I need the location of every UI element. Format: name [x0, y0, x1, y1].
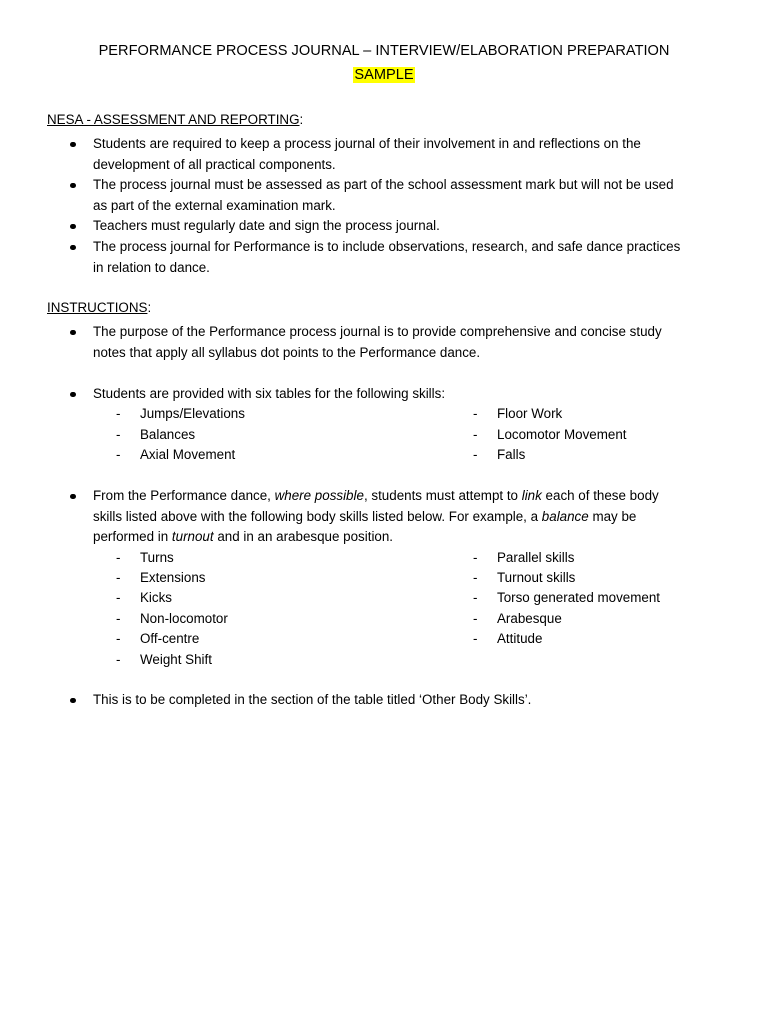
- body-skill-item: Parallel skills: [497, 550, 575, 565]
- text-run-italic: link: [521, 488, 542, 503]
- dash: -: [473, 406, 478, 421]
- text-run: , students must attempt to: [363, 488, 522, 503]
- purpose-line-2: notes that apply all syllabus dot points to the Performance dance.: [93, 344, 481, 360]
- text-run-italic: balance: [541, 508, 589, 524]
- dash: -: [116, 406, 121, 421]
- body-skill-item: Torso generated movement: [497, 590, 661, 605]
- nesa-bullet-2-line-1: The process journal must be assessed as part of the school assessment mark but will not be used: [93, 177, 674, 192]
- text-run-italic: turnout: [171, 529, 214, 544]
- text-run: skills listed above with the following body skills listed below. For example, a: [93, 508, 542, 524]
- body-skill-item: Extensions: [140, 570, 206, 585]
- text-run: may be: [588, 508, 637, 524]
- text-run: From the Performance dance,: [93, 488, 275, 503]
- nesa-bullet-2-line-2: as part of the external examination mark.: [93, 197, 336, 213]
- skill-item: Jumps/Elevations: [140, 406, 245, 421]
- body-skill-item: Turns: [140, 550, 174, 565]
- nesa-bullet-1-line-2: development of all practical components.: [93, 156, 336, 172]
- nesa-heading-text: NESA - ASSESSMENT AND REPORTING: [47, 112, 300, 127]
- body-skill-item: Attitude: [497, 631, 543, 646]
- dash: -: [116, 611, 121, 626]
- dash: -: [116, 631, 121, 646]
- nesa-bullet-4: [93, 237, 723, 278]
- body-skill-item: Turnout skills: [497, 570, 576, 585]
- body-skill-item: Kicks: [140, 590, 172, 605]
- bullet-dot: [69, 175, 77, 196]
- sample-line: [0, 65, 768, 85]
- skill-item: Balances: [140, 427, 196, 442]
- purpose-bullet: [93, 322, 723, 363]
- nesa-heading: [47, 110, 303, 130]
- dash: -: [473, 590, 478, 605]
- instructions-heading: [47, 298, 151, 318]
- bullet-dot: [69, 690, 77, 711]
- page-title: PERFORMANCE PROCESS JOURNAL – INTERVIEW/ELABORATION PREPARATION: [98, 43, 670, 59]
- dash: -: [116, 427, 121, 442]
- link-line-1: [93, 486, 723, 507]
- dash: -: [473, 631, 478, 646]
- nesa-heading-colon: :: [299, 112, 304, 127]
- skill-item: Floor Work: [497, 406, 563, 421]
- dash: -: [116, 570, 121, 585]
- dash: -: [473, 550, 478, 565]
- nesa-bullet-4-line-2: in relation to dance.: [93, 259, 210, 275]
- body-skill-item: Weight Shift: [140, 652, 212, 667]
- link-line-3: [93, 527, 723, 548]
- dash: -: [116, 550, 121, 565]
- dash: -: [473, 447, 478, 462]
- text-run: each of these body: [541, 488, 659, 503]
- dash: -: [116, 590, 121, 605]
- bullet-dot: [69, 322, 77, 343]
- nesa-bullet-2: [93, 175, 723, 216]
- body-skill-item: Off-centre: [140, 631, 200, 646]
- nesa-bullet-3-line-1: Teachers must regularly date and sign the process journal.: [93, 218, 440, 233]
- dash: -: [116, 447, 121, 462]
- body-skill-item: Non-locomotor: [140, 611, 228, 626]
- bullet-dot: [69, 237, 77, 258]
- nesa-bullet-4-line-1: The process journal for Performance is to include observations, research, and safe dance practices: [93, 239, 681, 254]
- text-run: and in an arabesque position.: [213, 529, 394, 544]
- instructions-heading-text: INSTRUCTIONS: [47, 300, 148, 315]
- skill-item: Falls: [497, 447, 526, 462]
- bullet-dot: [69, 384, 77, 405]
- body-skill-item: Arabesque: [497, 611, 562, 626]
- purpose-line-1: The purpose of the Performance process journal is to provide comprehensive and concise study: [93, 324, 662, 339]
- sample-highlight: SAMPLE: [354, 67, 414, 83]
- nesa-bullet-1-line-1: Students are required to keep a process journal of their involvement in and reflections on the: [93, 136, 641, 151]
- skill-item: Locomotor Movement: [497, 427, 627, 442]
- link-line-2: [93, 507, 723, 528]
- link-bullet: [93, 486, 723, 548]
- dash: -: [473, 427, 478, 442]
- nesa-bullet-1: [93, 134, 723, 175]
- final-bullet: This is to be completed in the section of the table titled ‘Other Body Skills’.: [93, 692, 532, 707]
- dash: -: [116, 652, 121, 667]
- skill-item: Axial Movement: [140, 447, 236, 462]
- nesa-bullet-3: [93, 216, 723, 237]
- bullet-dot: [69, 216, 77, 237]
- bullet-dot: [69, 134, 77, 155]
- dash: -: [473, 611, 478, 626]
- bullet-dot: [69, 486, 77, 507]
- text-run-italic: where possible: [274, 488, 364, 503]
- instructions-heading-colon: :: [147, 300, 152, 315]
- text-run: performed in: [93, 529, 172, 544]
- dash: -: [473, 570, 478, 585]
- tables-bullet: Students are provided with six tables for the following skills:: [93, 386, 446, 401]
